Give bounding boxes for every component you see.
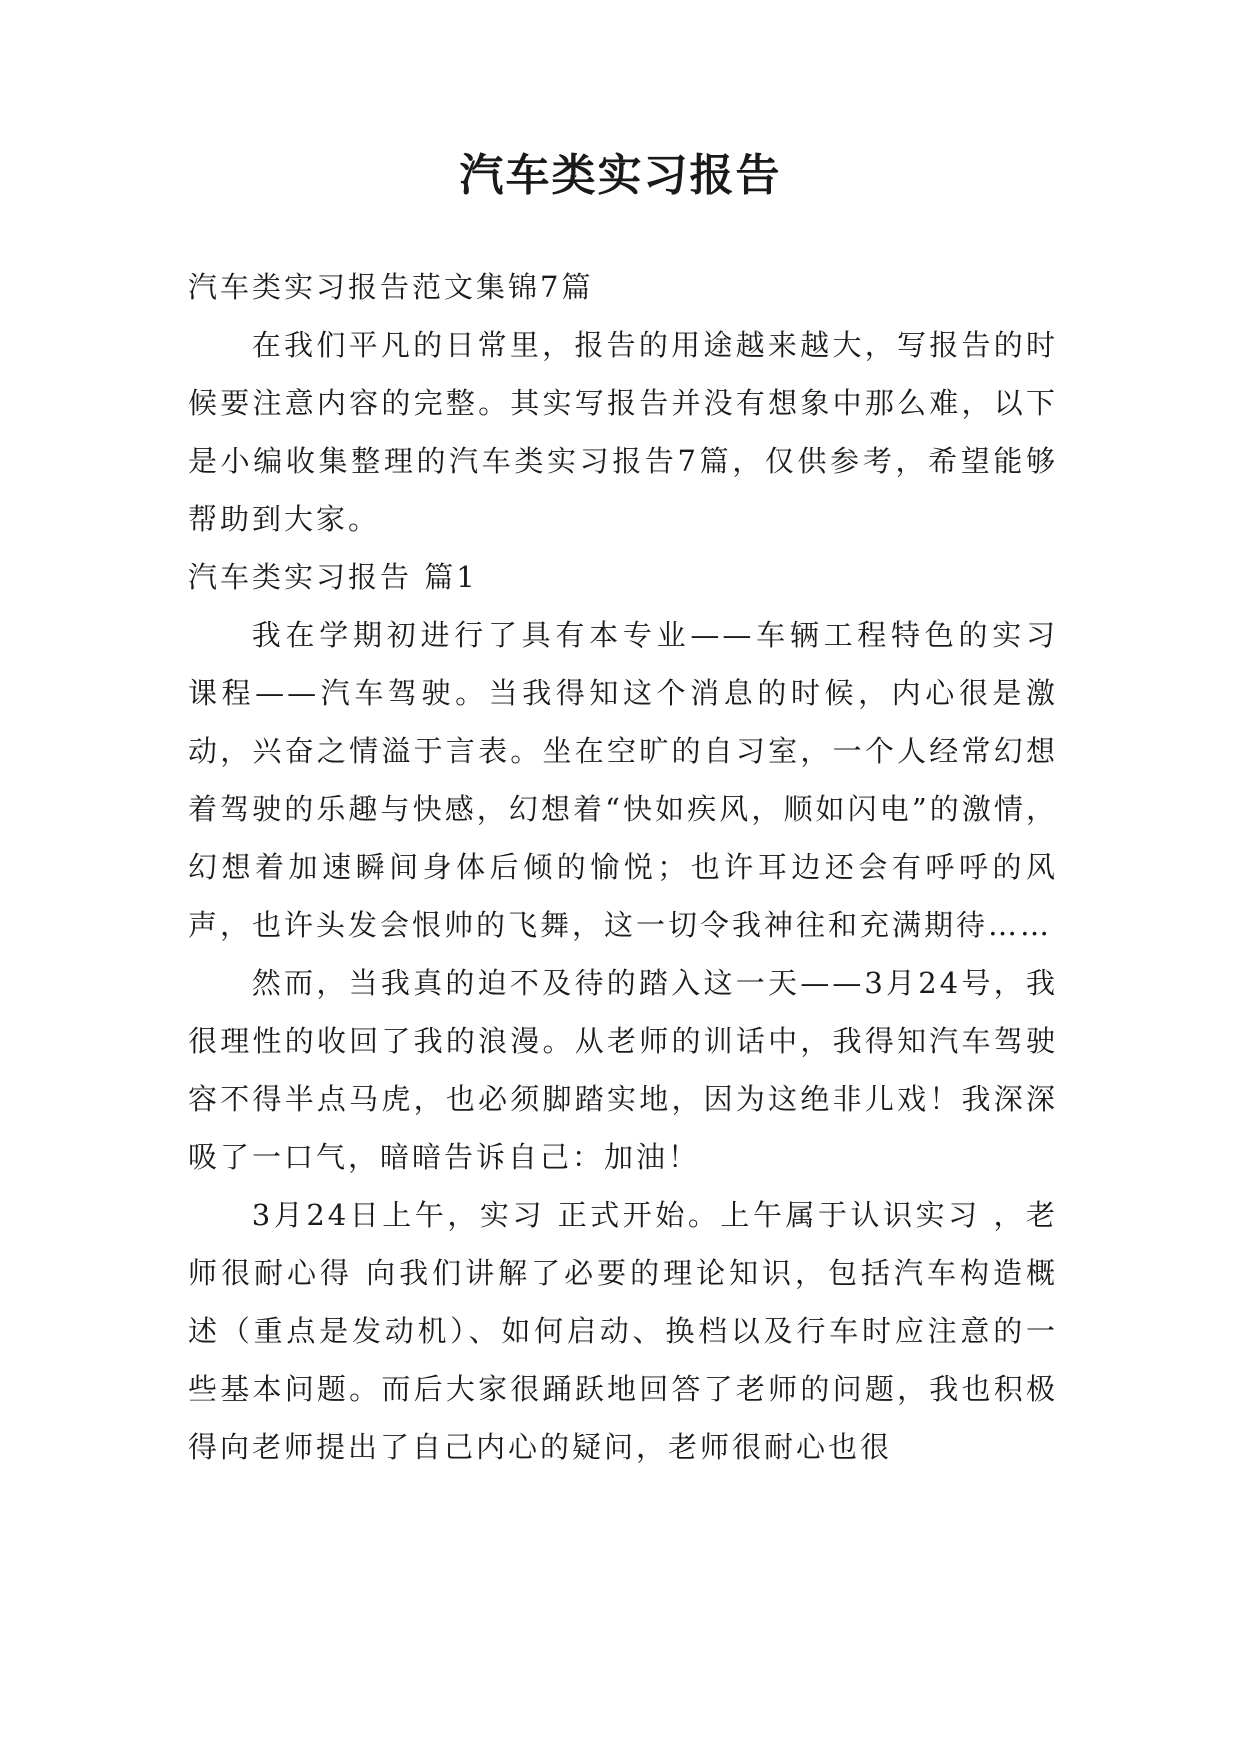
intro-paragraph: 在我们平凡的日常里，报告的用途越来越大，写报告的时候要注意内容的完整。其实写报告并没有想象中那么难，以下是小编收集整理的汽车类实习报告7篇，仅供参考，希望能够帮助到大家。 bbox=[188, 328, 1058, 536]
document-subtitle: 汽车类实习报告范文集锦7篇 bbox=[188, 270, 594, 304]
body-paragraph: 我在学期初进行了具有本专业——车辆工程特色的实习 课程——汽车驾驶。当我得知这个消息的时候，内心很是激动，兴奋之情溢于言表。坐在空旷的自习室，一个人经常幻想着驾驶的乐趣与快感，幻想着“快如疾风，顺如闪电”的激情，幻想着加速瞬间身体后倾的愉悦；也许耳边还会有呼呼的风声，也许头发会恨帅的飞舞，这一切令我神往和充满期待…… bbox=[188, 618, 1058, 942]
document-title: 汽车类实习报告 bbox=[459, 150, 782, 201]
body-paragraph: 3月24日上午，实习 正式开始。上午属于认识实习 ，老师很耐心得 向我们讲解了必要的理论知识，包括汽车构造概述（重点是发动机）、如何启动、换档以及行车时应注意的一些基本问题。而后大家很踊跃地回答了老师的问题，我也积极得向老师提出了自己内心的疑问，老师很耐心也很 bbox=[188, 1198, 1058, 1464]
document-body bbox=[188, 258, 1058, 1476]
body-paragraph: 然而，当我真的迫不及待的踏入这一天——3月24号，我很理性的收回了我的浪漫。从老师的训话中，我得知汽车驾驶容不得半点马虎，也必须脚踏实地，因为这绝非儿戏！我深深吸了一口气，暗暗告诉自己：加油！ bbox=[188, 966, 1058, 1174]
section-heading: 汽车类实习报告 篇1 bbox=[188, 560, 478, 594]
